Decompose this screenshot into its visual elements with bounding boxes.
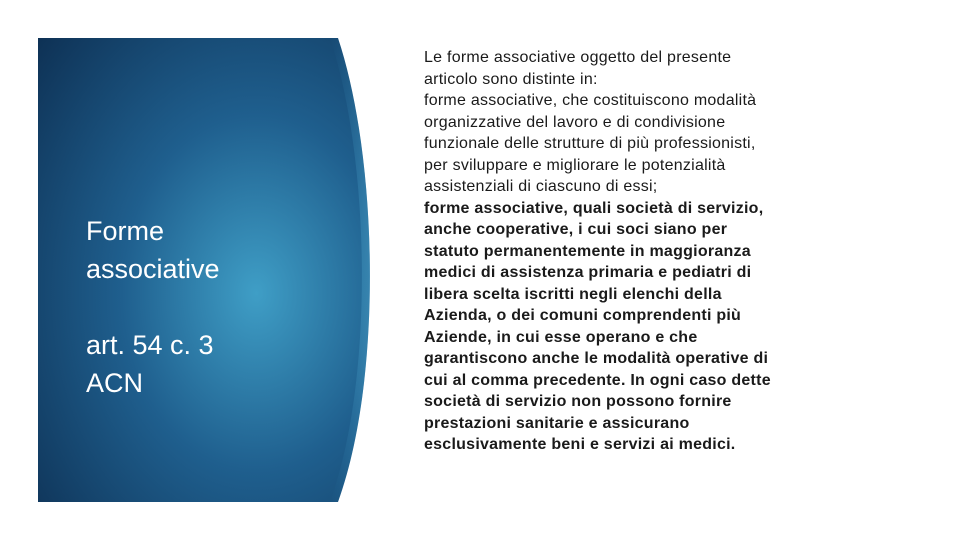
text-line: assistenziali di ciascuno di essi; [424, 178, 658, 195]
body-regular-block [424, 47, 854, 198]
text-line: Le forme associative oggetto del presente [424, 49, 732, 66]
text-line: organizzative del lavoro e di condivisione [424, 113, 726, 131]
text-line: forme associative, che costituiscono modalità [424, 92, 757, 109]
body-bold-block [424, 198, 854, 456]
text-line-bold: Azienda, o dei comuni comprendenti più [424, 307, 742, 324]
text-line-bold: medici di assistenza primaria e pediatri di [424, 264, 752, 281]
text-line-bold: prestazioni sanitarie e assicurano [424, 414, 690, 432]
slide-title-line: Forme [86, 216, 165, 246]
text-line: per sviluppare e migliorare le potenzialità [424, 156, 726, 174]
text-line-bold: esclusivamente beni e servizi ai medici. [424, 436, 736, 453]
text-line-bold: forme associative, quali società di servizio, [424, 199, 764, 217]
text-line-bold: garantiscono anche le modalità operative di [424, 350, 769, 367]
title-panel [38, 38, 390, 502]
slide-title-line: ACN [86, 368, 144, 398]
slide-title [86, 212, 336, 402]
text-line: articolo sono distinte in: [424, 70, 598, 88]
body-text [424, 47, 854, 456]
slide-title-line: art. 54 c. 3 [86, 330, 214, 360]
text-line-bold: anche cooperative, i cui soci siano per [424, 221, 728, 238]
text-line-bold: statuto permanentemente in maggioranza [424, 242, 751, 260]
text-line-bold: libera scelta iscritti negli elenchi della [424, 285, 722, 303]
text-line: funzionale delle strutture di più professionisti, [424, 135, 756, 152]
text-line-bold: Aziende, in cui esse operano e che [424, 328, 698, 346]
text-line-bold: società di servizio non possono fornire [424, 393, 732, 410]
slide-title-line: associative [86, 254, 220, 284]
text-line-bold: cui al comma precedente. In ogni caso dette [424, 371, 771, 389]
